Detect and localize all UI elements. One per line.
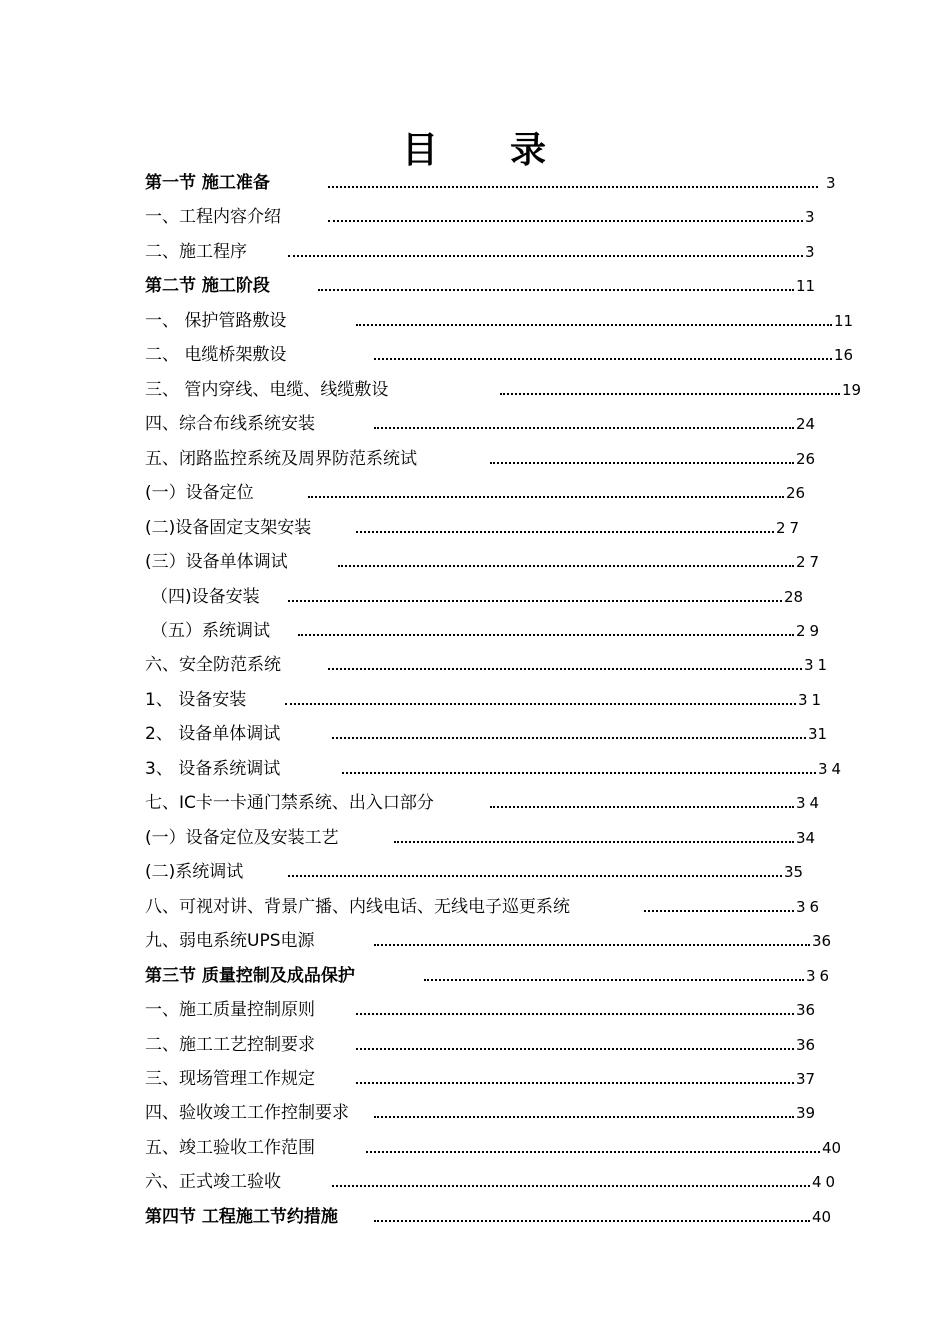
toc-entry[interactable]: [0, 826, 950, 850]
toc-page-number: 36: [812, 932, 832, 951]
toc-entry-label: 九、弱电系统UPS电源: [145, 931, 315, 952]
toc-entry-label: 六、正式竣工验收: [145, 1172, 281, 1193]
toc-entry[interactable]: [0, 757, 950, 781]
toc-entry-label: 第二节 施工阶段: [145, 276, 270, 297]
toc-entry-label: 一、施工质量控制原则: [145, 1000, 315, 1021]
toc-dot-leader: [356, 1013, 794, 1015]
toc-page-number: 36: [796, 1035, 816, 1054]
toc-entry-label: 八、可视对讲、背景广播、内线电话、无线电子巡更系统: [145, 896, 570, 917]
toc-entry-label: 二、施工工艺控制要求: [145, 1034, 315, 1055]
toc-page-number: 16: [834, 346, 854, 365]
toc-entry[interactable]: [0, 274, 950, 298]
toc-dot-leader: [356, 1082, 794, 1084]
toc-entry[interactable]: [0, 998, 950, 1022]
toc-dot-leader: [288, 875, 782, 877]
toc-page-number: 29: [796, 621, 824, 640]
toc-entry-label: 四、验收竣工工作控制要求: [145, 1103, 349, 1124]
toc-page-number: 36: [796, 897, 824, 916]
toc-page-number: 24: [796, 415, 816, 434]
toc-entry-label: （五）系统调试: [151, 620, 270, 641]
toc-entry-label: (三）设备单体调试: [145, 552, 288, 573]
toc-entry[interactable]: [0, 619, 950, 643]
toc-entry[interactable]: [0, 895, 950, 919]
toc-page-number: 11: [834, 311, 854, 330]
toc-entry[interactable]: [0, 447, 950, 471]
toc-dot-leader: [318, 289, 794, 291]
toc-dot-leader: [424, 979, 804, 981]
toc-dot-leader: [328, 668, 802, 670]
toc-entry-label: （四)设备安装: [151, 586, 260, 607]
toc-page-number: 26: [786, 484, 806, 503]
toc-dot-leader: [342, 772, 816, 774]
toc-entry[interactable]: [0, 412, 950, 436]
toc-page-number: 34: [796, 828, 816, 847]
toc-dot-leader: [328, 186, 818, 188]
toc-entry-label: 1、 设备安装: [145, 689, 247, 710]
toc-page-number: 34: [818, 759, 846, 778]
toc-entry[interactable]: [0, 550, 950, 574]
toc-dot-leader: [356, 324, 832, 326]
toc-entry-label: 五、闭路监控系统及周界防范系统试: [145, 448, 417, 469]
toc-entry-label: 2、 设备单体调试: [145, 724, 281, 745]
toc-page-number: 28: [784, 587, 804, 606]
toc-dot-leader: [356, 1048, 794, 1050]
toc-entry-label: 一、 保护管路敷设: [145, 310, 287, 331]
toc-page-number: 26: [796, 449, 816, 468]
toc-dot-leader: [374, 427, 794, 429]
toc-entry[interactable]: [0, 309, 950, 333]
toc-page-number: 31: [808, 725, 828, 744]
toc-dot-leader: [308, 496, 784, 498]
toc-entry-label: 七、IC卡一卡通门禁系统、出入口部分: [145, 793, 434, 814]
toc-entry-label: 一、工程内容介绍: [145, 207, 281, 228]
toc-entry[interactable]: [0, 929, 950, 953]
toc-entry[interactable]: [0, 1205, 950, 1229]
toc-page-number: 37: [796, 1069, 816, 1088]
toc-page-number: 40: [822, 1138, 842, 1157]
toc-dot-leader: [332, 1185, 810, 1187]
toc-entry[interactable]: [0, 1101, 950, 1125]
toc-page-number: 3: [805, 242, 815, 261]
toc-entry[interactable]: [0, 205, 950, 229]
toc-entry[interactable]: [0, 1170, 950, 1194]
toc-page-number: 36: [806, 966, 834, 985]
toc-page-number: 40: [812, 1207, 832, 1226]
toc-entry-label: 四、综合布线系统安装: [145, 414, 315, 435]
toc-dot-leader: [374, 1220, 810, 1222]
toc-entry[interactable]: [0, 688, 950, 712]
toc-page-number: 34: [796, 794, 824, 813]
toc-entry[interactable]: [0, 343, 950, 367]
toc-entry[interactable]: [0, 585, 950, 609]
toc-dot-leader: [298, 634, 794, 636]
toc-page-number: 3: [805, 208, 815, 227]
toc-entry-label: 第三节 质量控制及成品保护: [145, 965, 355, 986]
toc-entry-label: 二、 电缆桥架敷设: [145, 345, 287, 366]
toc-dot-leader: [332, 737, 806, 739]
toc-page-number: 19: [842, 380, 862, 399]
toc-dot-leader: [490, 462, 794, 464]
toc-entry-label: 三、现场管理工作规定: [145, 1068, 315, 1089]
toc-dot-leader: [288, 600, 782, 602]
toc-dot-leader: [374, 1116, 794, 1118]
toc-dot-leader: [490, 806, 794, 808]
toc-dot-leader: [366, 1151, 820, 1153]
toc-page-number: 27: [776, 518, 804, 537]
toc-page-number: 39: [796, 1104, 816, 1123]
toc-dot-leader: [338, 565, 794, 567]
toc-entry[interactable]: [0, 1067, 950, 1091]
toc-page-number: 27: [796, 553, 824, 572]
toc-entry-label: 五、竣工验收工作范围: [145, 1137, 315, 1158]
toc-entry[interactable]: [0, 1033, 950, 1057]
toc-entry-label: (二)系统调试: [145, 862, 244, 883]
toc-dot-leader: [374, 358, 832, 360]
toc-entry-label: 三、 管内穿线、电缆、线缆敷设: [145, 379, 389, 400]
toc-entry[interactable]: [0, 791, 950, 815]
toc-dot-leader: [356, 531, 774, 533]
toc-entry[interactable]: [0, 171, 950, 195]
page-title-part: 录: [510, 129, 549, 171]
toc-entry[interactable]: [0, 516, 950, 540]
toc-page-number: 31: [798, 690, 826, 709]
toc-entry-label: 二、施工程序: [145, 241, 247, 262]
page-title-part: 目: [401, 129, 440, 171]
toc-page-number: 31: [804, 656, 832, 675]
toc-entry-label: 六、安全防范系统: [145, 655, 281, 676]
toc-entry-label: 3、 设备系统调试: [145, 758, 281, 779]
toc-entry-label: (二)设备固定支架安装: [145, 517, 312, 538]
toc-entry[interactable]: [0, 240, 950, 264]
toc-entry[interactable]: [0, 378, 950, 402]
toc-entry[interactable]: [0, 964, 950, 988]
toc-entry-label: (一）设备定位: [145, 483, 254, 504]
toc-entry[interactable]: [0, 1136, 950, 1160]
toc-dot-leader: [285, 703, 796, 705]
toc-dot-leader: [644, 910, 794, 912]
toc-dot-leader: [394, 841, 794, 843]
toc-dot-leader: [328, 220, 803, 222]
toc-entry[interactable]: [0, 722, 950, 746]
toc-dot-leader: [500, 393, 840, 395]
toc-entry[interactable]: [0, 481, 950, 505]
toc-page-number: 11: [796, 277, 816, 296]
toc-page-number: 35: [784, 863, 804, 882]
toc-entry-label: 第四节 工程施工节约措施: [145, 1206, 338, 1227]
toc-page-number: 3: [826, 174, 840, 192]
toc-entry[interactable]: [0, 860, 950, 884]
toc-page-number: 36: [796, 1001, 816, 1020]
toc-entry-label: 第一节 施工准备: [145, 173, 270, 193]
toc-entry[interactable]: [0, 653, 950, 677]
toc-entry-label: (一）设备定位及安装工艺: [145, 827, 339, 848]
toc-page-number: 40: [812, 1173, 840, 1192]
toc-dot-leader: [374, 944, 810, 946]
toc-dot-leader: [288, 255, 803, 257]
